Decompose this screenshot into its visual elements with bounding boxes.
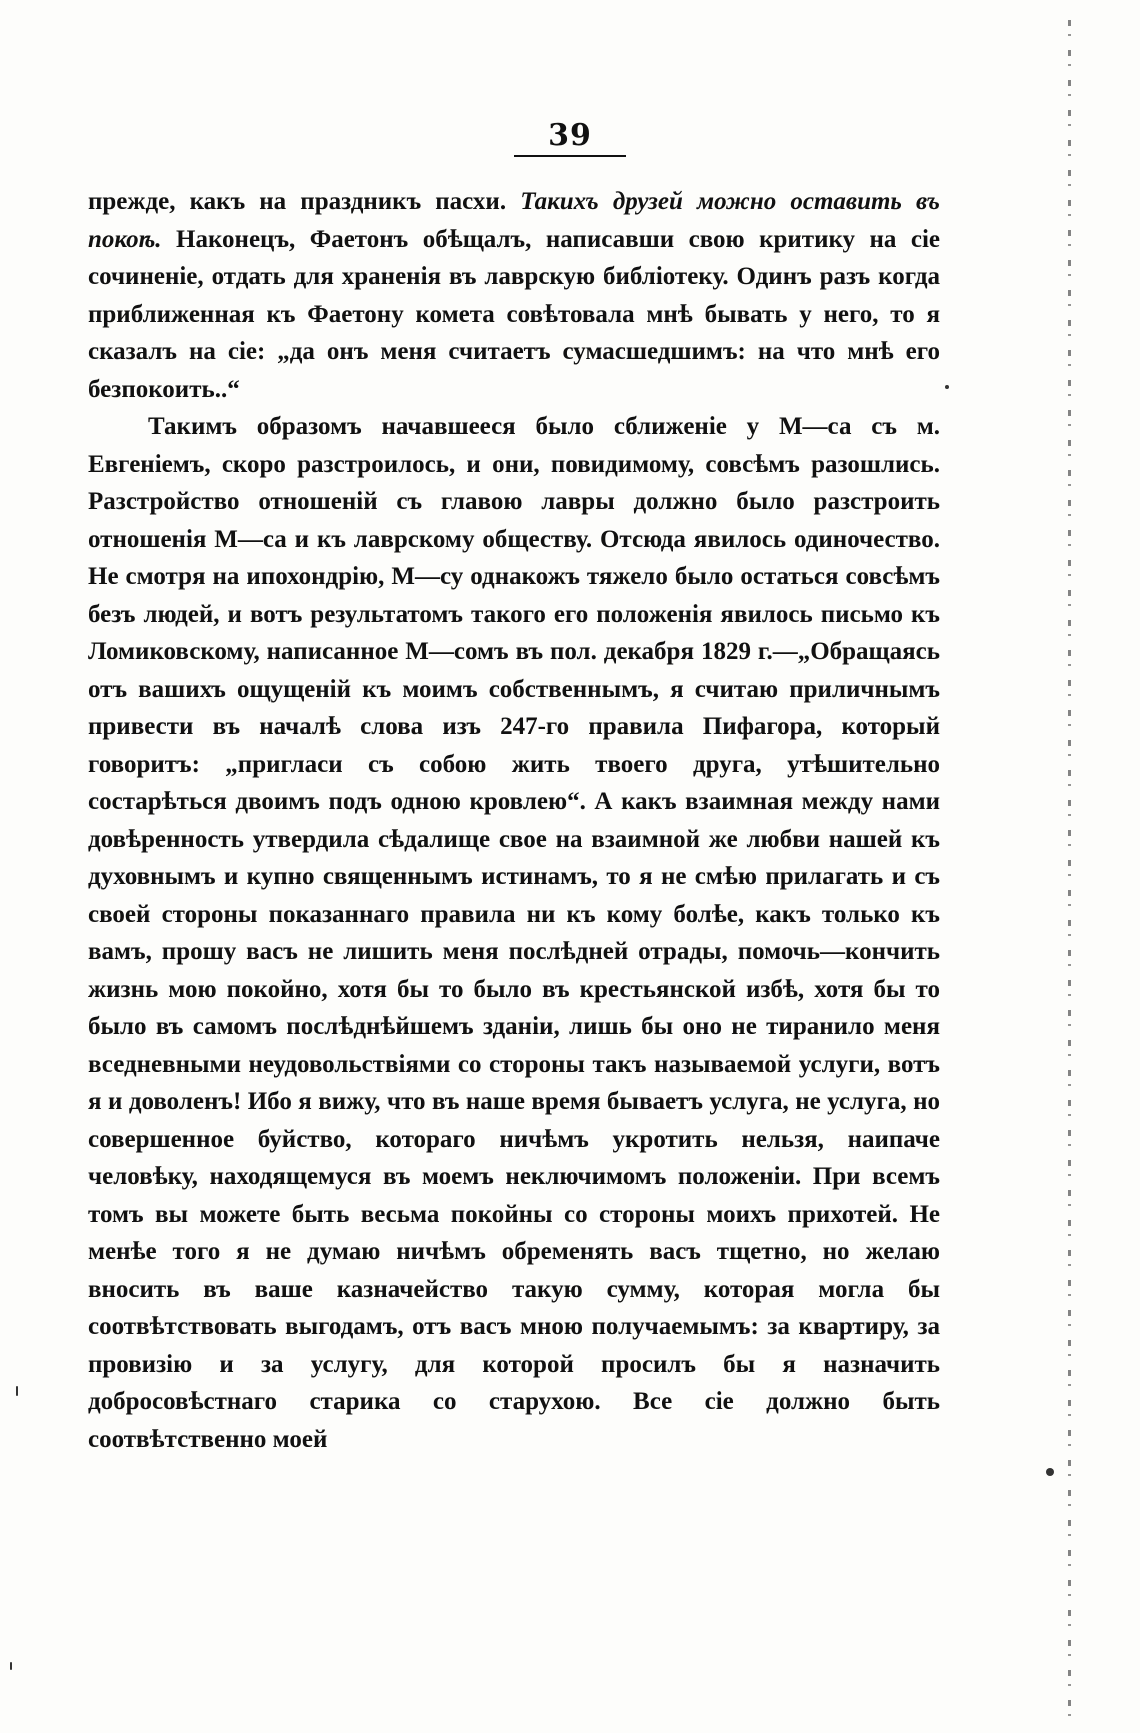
ink-speck xyxy=(16,1386,18,1396)
paragraph-1-italic-part: Такихъ друзей можно оставить въ покоѣ. xyxy=(88,188,940,253)
ink-speck xyxy=(1046,1468,1054,1476)
page-header xyxy=(0,118,1140,157)
ink-speck xyxy=(10,1662,12,1670)
paragraph-1-part-3: Наконецъ, Фаетонъ обѣщалъ, написавши свою критику на сіе сочиненіе, отдать для храненія въ лаврскую библіотеку. Одинъ разъ когда приближенная къ Фаетону комета совѣтовала мнѣ бывать у него, то я сказалъ на сіе: „да онъ меня считаетъ сумасшедшимъ: на что мнѣ его безпокоить..“ xyxy=(88,225,940,403)
body-text xyxy=(88,183,940,1458)
ink-speck xyxy=(945,385,949,389)
page-edge-shadow xyxy=(1068,20,1071,1720)
page-number: 39 xyxy=(514,118,626,157)
paragraph-2 xyxy=(88,408,940,1458)
paragraph-1-part-1: прежде, какъ на праздникъ пасхи. xyxy=(88,188,521,215)
paragraph-1 xyxy=(88,183,940,408)
paragraph-2-text: Такимъ образомъ начавшееся было сближеніе у М—са съ м. Евгеніемъ, скоро разстроилось, и они, повидимому, совсѣмъ разошлись. Разстройство отношеній съ главою лавры должно было разстроить отношенія М—са и къ лаврскому обществу. Отсюда явилось одиночество. Не смотря на ипохондрію, М—су однакожъ тяжело было остаться совсѣмъ безъ людей, и вотъ результатомъ такого его положенія явилось письмо къ Ломиковскому, написанное М—сомъ въ пол. декабря 1829 г.—„Обращаясь отъ вашихъ ощущеній къ моимъ собственнымъ, я считаю приличнымъ привести въ началѣ слова изъ 247-го правила Пифагора, который говоритъ: „пригласи съ собою жить твоего друга, утѣшительно состарѣться двоимъ подъ одною кровлею“. А какъ взаимная между нами довѣренность утвердила сѣдалище свое на взаимной же любви нашей къ духовнымъ и купно священнымъ истинамъ, то я не смѣю прилагать и съ своей стороны показаннаго правила ни къ кому болѣе, какъ только къ вамъ, прошу васъ не лишить меня послѣдней отрады, помочь—кончить жизнь мою покойно, хотя бы то было въ крестьянской избѣ, хотя бы то было въ самомъ послѣднѣйшемъ зданіи, лишь бы оно не тиранило меня вседневными неудовольствіями со стороны такъ называемой услуги, вотъ я и доволенъ! Ибо я вижу, что въ наше время бываетъ услуга, не услуга, но совершенное буйство, котораго ничѣмъ укротить нельзя, наипаче человѣку, находящемуся въ моемъ неключимомъ положеніи. При всемъ томъ вы можете быть весьма покойны со стороны моихъ прихотей. Не менѣе того я не думаю ничѣмъ обременять васъ тщетно, но желаю вносить въ ваше казначейство такую сумму, которая могла бы соотвѣтствовать выгодамъ, отъ васъ мною получаемымъ: за квартиру, за провизію и за услугу, для которой просилъ бы я назначить добросовѣстнаго старика со старухою. Все сіе должно быть соотвѣтственно моей xyxy=(88,413,940,1453)
